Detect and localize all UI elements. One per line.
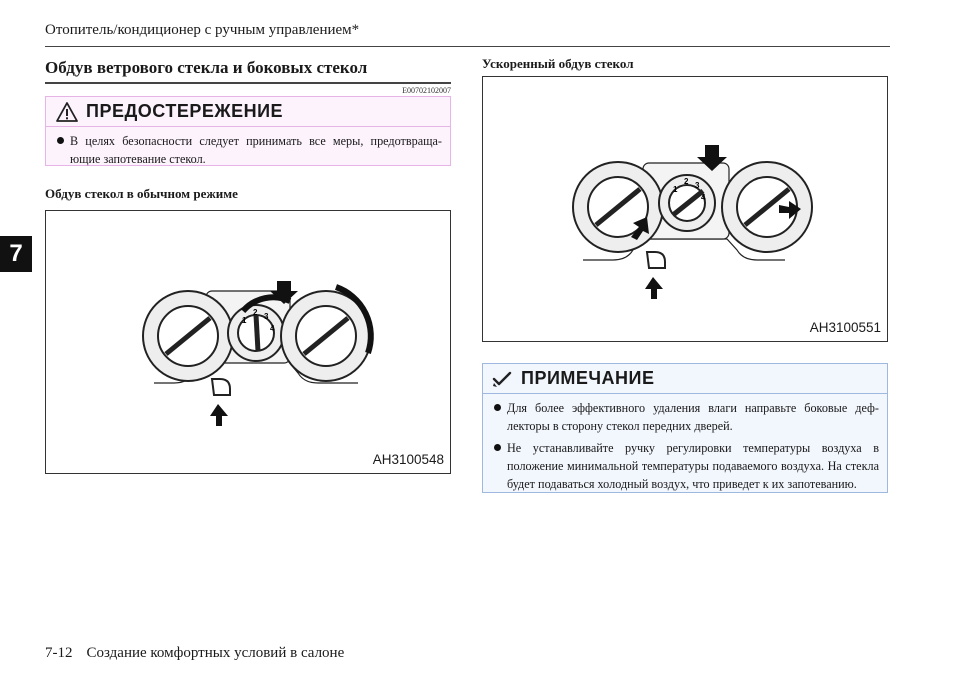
normal-mode-title: Обдув стекол в обычном режиме	[45, 186, 238, 201]
footer-chapter-title: Создание комфортных условий в салоне	[86, 645, 345, 661]
bullet-icon	[494, 444, 501, 451]
note-header	[483, 364, 887, 394]
section-code: E00702102007	[402, 86, 451, 95]
warning-title: ПРЕДОСТЕРЕЖЕНИЕ	[86, 101, 284, 121]
note-item	[483, 399, 887, 435]
chapter-tab: 7	[0, 236, 32, 272]
warning-box	[45, 96, 451, 166]
page-footer	[45, 645, 344, 662]
climate-panel-illustration	[483, 77, 887, 341]
warning-triangle-icon	[56, 102, 78, 122]
figure-normal-mode	[45, 210, 451, 474]
fan-mark-3: 3	[695, 181, 700, 190]
figure-rapid-mode	[482, 76, 888, 342]
bullet-icon	[494, 404, 501, 411]
page-number: 7-12	[45, 645, 73, 661]
fan-mark-2: 2	[684, 177, 689, 186]
note-title: ПРИМЕЧАНИЕ	[521, 368, 655, 388]
note-item	[483, 439, 887, 493]
note-pencil-icon	[491, 369, 513, 389]
header-rule	[45, 46, 890, 47]
climate-panel-illustration	[46, 211, 450, 473]
warning-text: В целях безопасности следует принимать все меры, предотвраща-ющие запотевание стекол.	[70, 134, 442, 166]
fan-mark-4: 4	[701, 193, 706, 202]
fan-mark-1: 1	[242, 316, 247, 325]
warning-item	[46, 127, 450, 168]
note-text: Не устанавливайте ручку регулировки температуры воздуха в положение минимальной температуры подаваемого воздуха. На стекла будет подаваться холодный воздух, что приведет к их запотеванию.	[507, 441, 879, 491]
fan-mark-3: 3	[264, 312, 269, 321]
rapid-mode-title: Ускоренный обдув стекол	[482, 56, 634, 71]
fan-mark-1: 1	[673, 185, 678, 194]
figure-code: AH3100551	[809, 320, 881, 335]
section-title: Обдув ветрового стекла и боковых стекол	[45, 58, 368, 77]
fan-mark-4: 4	[270, 324, 275, 333]
running-header: Отопитель/кондиционер с ручным управлением*	[45, 22, 360, 38]
figure-code: AH3100548	[372, 452, 444, 467]
bullet-icon	[57, 137, 64, 144]
note-text: Для более эффективного удаления влаги направьте боковые деф-лекторы в сторону стекол передних дверей.	[507, 401, 879, 433]
warning-header	[46, 97, 450, 127]
section-rule	[45, 82, 451, 84]
note-box	[482, 363, 888, 493]
fan-mark-2: 2	[253, 308, 258, 317]
